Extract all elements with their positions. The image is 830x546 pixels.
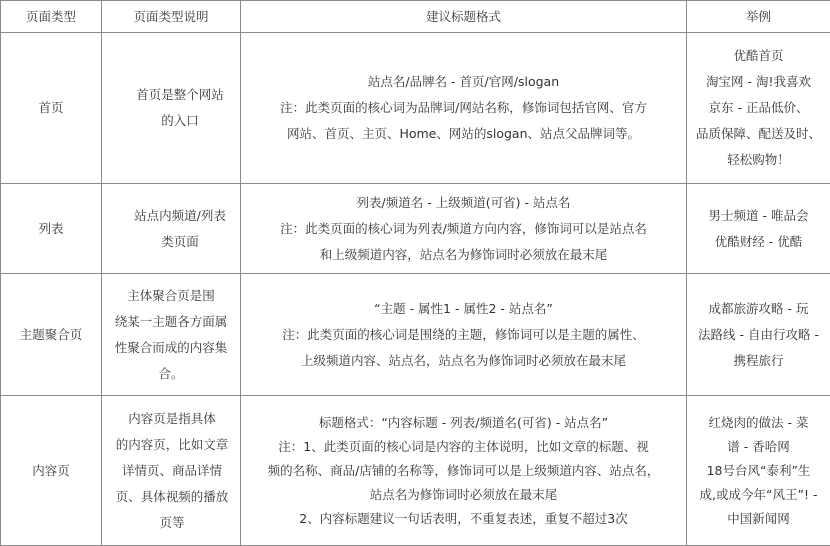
desc-line: 性聚合而成的内容集 — [114, 339, 228, 355]
example-line: 18号台风“泰利”生 — [706, 462, 811, 478]
row-title-format — [241, 33, 687, 184]
desc-line: 主体聚合页是围 — [127, 287, 215, 303]
desc-line: 绕某一主题各方面属 — [114, 313, 228, 329]
example-line: 红烧肉的做法 - 菜 — [708, 414, 809, 430]
format-line: “主题 - 属性1 - 属性2 - 站点名” — [374, 300, 553, 316]
table-header-row — [1, 1, 830, 33]
row-page-desc — [102, 396, 241, 546]
desc-line: 首页是整个网站 — [136, 87, 224, 102]
example-line: 轻松购物！ — [727, 152, 790, 167]
table-row — [1, 33, 830, 184]
row-example — [687, 184, 830, 274]
row-page-type: 主题聚合页 — [1, 274, 102, 396]
example-line: 成都旅游攻略 - 玩 — [708, 300, 809, 316]
example-line: 优酷财经 - 优酷 — [714, 233, 803, 249]
desc-line: 合。 — [158, 365, 184, 381]
desc-line: 页等 — [159, 514, 185, 530]
example-line: 京东 - 正品低价、 — [708, 100, 809, 115]
format-line: 频的名称、商品/店铺的名称等，修饰词可以是上级频道内容、站点名， — [267, 462, 660, 478]
header-example: 举例 — [687, 1, 830, 33]
format-line: 站点名/品牌名 - 首页/官网/slogan — [367, 74, 560, 89]
desc-line: 站点内频道/列表 — [134, 207, 226, 223]
example-line: 淘宝网 - 淘!我喜欢 — [706, 74, 811, 89]
desc-line: 的入口 — [161, 113, 199, 128]
row-example — [687, 33, 830, 184]
format-line: 注：此类页面的核心词为列表/频道方向内容，修饰词可以是站点名 — [280, 220, 647, 236]
row-page-type: 列表 — [1, 184, 102, 274]
row-title-format — [241, 274, 687, 396]
format-line: 注：此类页面的核心词是围绕的主题，修饰词可以是主题的属性、 — [282, 326, 645, 342]
header-page-type-desc: 页面类型说明 — [102, 1, 241, 33]
example-line: 携程旅行 — [733, 352, 784, 368]
table-row — [1, 184, 830, 274]
format-line: 2、内容标题建议一句话表明，不重复表述，重复不超过3次 — [299, 510, 628, 526]
row-page-desc — [102, 33, 241, 184]
format-line: 列表/频道名 - 上级频道(可省) - 站点名 — [356, 194, 571, 210]
row-title-format — [241, 184, 687, 274]
row-page-desc — [102, 184, 241, 274]
example-line: 品质保障、配送及时、 — [695, 126, 821, 141]
format-line: 标题格式：“内容标题 - 列表/频道名(可省) - 站点名” — [318, 414, 609, 430]
row-example — [687, 396, 830, 546]
format-line: 注：1、此类页面的核心词是内容的主体说明，比如文章的标题、视 — [278, 438, 649, 454]
header-title-format: 建议标题格式 — [241, 1, 687, 33]
format-line: 和上级频道内容，站点名为修饰词时必须放在最末尾 — [319, 246, 608, 262]
example-line: 成,或成今年“风王”! - — [699, 486, 818, 502]
desc-line: 内容页是指具体 — [128, 410, 216, 426]
table-row — [1, 274, 830, 396]
header-page-type: 页面类型 — [1, 1, 102, 33]
format-line: 网站、首页、主页、Home、网站的slogan、站点父品牌词等。 — [286, 126, 641, 141]
example-line: 法路线 - 自由行攻略 - — [698, 326, 819, 342]
example-line: 谱 - 香哈网 — [727, 438, 790, 454]
example-line: 男士频道 - 唯品会 — [708, 207, 809, 223]
row-title-format — [241, 396, 687, 546]
desc-line: 类页面 — [161, 233, 199, 249]
format-line: 站点名为修饰词时必须放在最末尾 — [369, 486, 558, 502]
example-line: 中国新闻网 — [727, 510, 790, 526]
table-row — [1, 396, 830, 546]
row-page-type: 首页 — [1, 33, 102, 184]
desc-line: 详情页、商品详情 — [121, 462, 222, 478]
row-example — [687, 274, 830, 396]
row-page-type: 内容页 — [1, 396, 102, 546]
format-line: 上级频道内容、站点名，站点名为修饰词时必须放在最末尾 — [300, 352, 626, 368]
desc-line: 的内容页，比如文章 — [115, 436, 229, 452]
row-page-desc — [102, 274, 241, 396]
desc-line: 页、具体视频的播放 — [115, 488, 229, 504]
example-line: 优酷首页 — [733, 48, 784, 63]
format-line: 注：此类页面的核心词为品牌词/网站名称，修饰词包括官网、官方 — [280, 100, 647, 115]
